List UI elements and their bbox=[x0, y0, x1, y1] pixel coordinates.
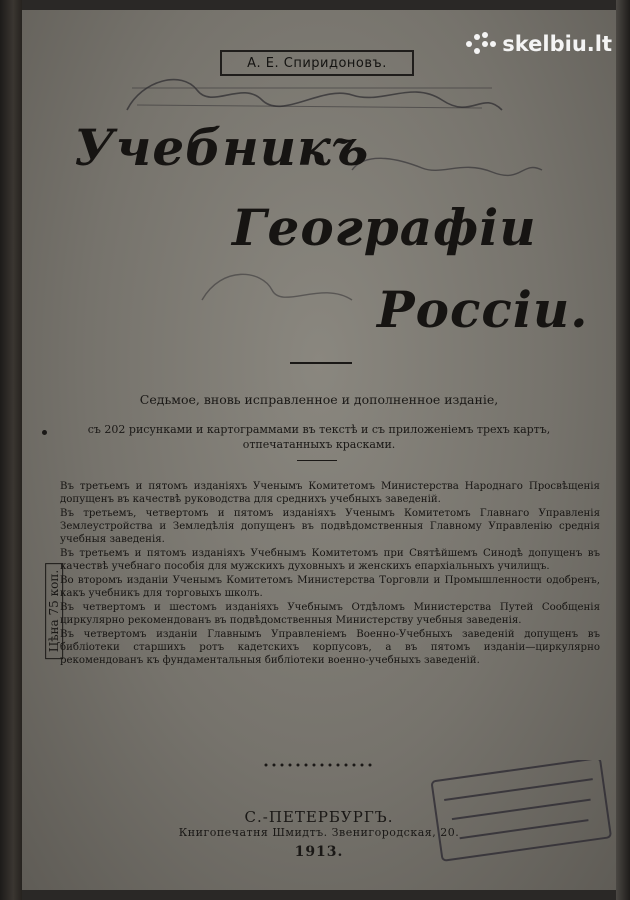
book-spine bbox=[0, 0, 22, 900]
dots-logo-icon bbox=[466, 32, 496, 56]
price-stamp: Цѣна 75 коп. bbox=[45, 563, 63, 659]
illustrations-line-1: съ 202 рисунками и картограммами въ текстѣ и съ приложеніемъ трехъ картъ, bbox=[87, 423, 551, 436]
approval-item: Въ третьемъ и пятомъ изданіяхъ Учебнымъ Комитетомъ при Святѣйшемъ Синодѣ допущенъ въ качествѣ учебнаго пособія для мужскихъ духовныхъ и женскихъ епархіальныхъ училищъ. bbox=[60, 548, 600, 572]
imprint-printer: Книгопечатня Шмидтъ. Звенигородская, 20. bbox=[178, 826, 460, 839]
title-page bbox=[22, 10, 616, 890]
title-divider bbox=[290, 362, 352, 364]
illustrations-line-2: отпечатанныхъ красками. bbox=[242, 438, 396, 451]
section-divider bbox=[297, 460, 337, 461]
imprint-year: 1913. bbox=[294, 844, 344, 860]
ornament-divider bbox=[260, 758, 380, 772]
approval-item: Во второмъ изданіи Ученымъ Комитетомъ Министерства Торговли и Промышленности одобренъ, какъ учебникъ для торговыхъ школъ. bbox=[60, 575, 600, 599]
watermark-text: skelbiu.lt bbox=[502, 32, 612, 56]
title-line-3: Россіи. bbox=[377, 280, 589, 339]
approval-item: Въ четвертомъ и шестомъ изданіяхъ Учебнымъ Отдѣломъ Министерства Путей Сообщенія циркулярно рекомендованъ въ подвѣдомственныя Министерству учебныя заведенія. bbox=[60, 602, 600, 626]
approvals-list bbox=[60, 480, 600, 668]
page-edge bbox=[616, 0, 630, 900]
title-line-2: Географіи bbox=[232, 198, 537, 257]
site-watermark bbox=[466, 32, 612, 56]
illustrations-note bbox=[22, 422, 616, 452]
imprint-city: С.-ПЕТЕРБУРГЪ. bbox=[244, 808, 394, 826]
edition-note: Седьмое, вновь исправленное и дополненное изданіе, bbox=[139, 392, 499, 407]
approval-item: Въ третьемъ и пятомъ изданіяхъ Ученымъ Комитетомъ Министерства Народнаго Просвѣщенія допущенъ въ качествѣ руководства для среднихъ учебныхъ заведеній. bbox=[60, 481, 600, 505]
approval-item: Въ третьемъ, четвертомъ и пятомъ изданіяхъ Ученымъ Комитетомъ Главнаго Управленія Землеустройства и Земледѣлія допущенъ въ подвѣдомственныя Главному Управленію среднія учебныя заведенія. bbox=[60, 508, 600, 545]
author-name: А. Е. Спиридоновъ. bbox=[220, 50, 414, 76]
approval-item: Въ четвертомъ изданіи Главнымъ Управленіемъ Военно-Учебныхъ заведеній допущенъ въ библіотеки старшихъ ротъ кадетскихъ корпусовъ, а въ пятомъ изданіи—циркулярно рекомендованъ къ фундаментальныя библіотеки военно-учебныхъ заведеній. bbox=[60, 629, 600, 666]
title-line-1: Учебникъ bbox=[74, 118, 370, 177]
